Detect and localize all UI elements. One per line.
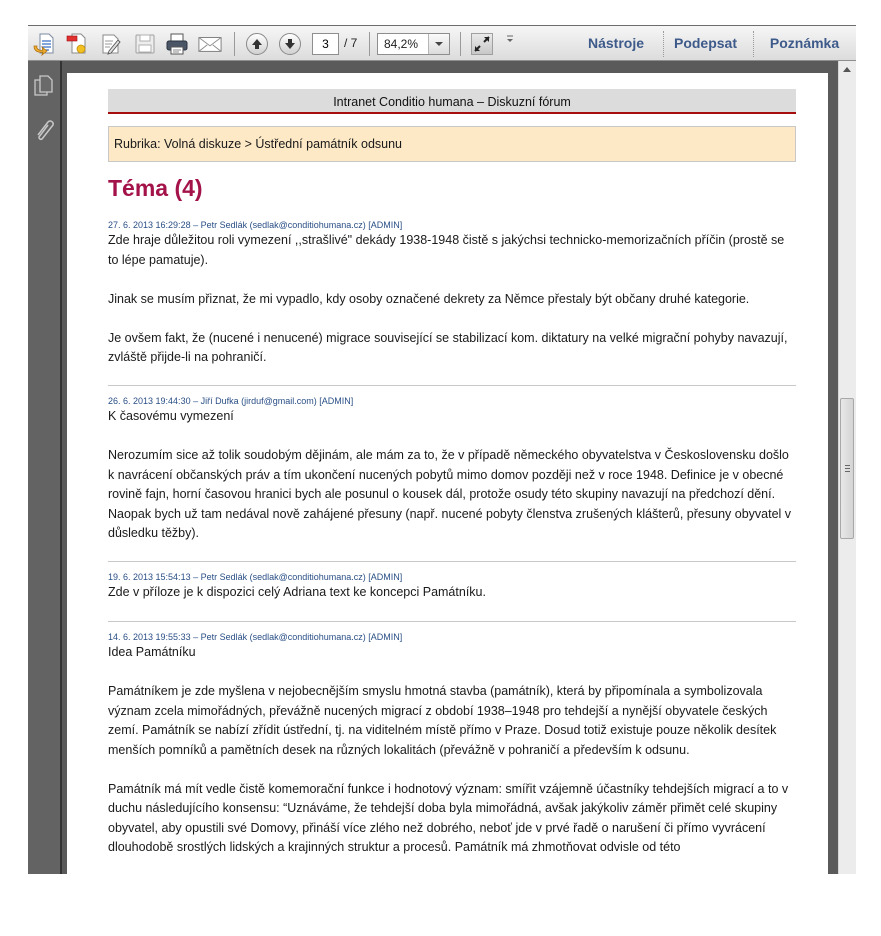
zoom-dropdown-button[interactable] <box>428 34 449 54</box>
post-body <box>108 583 796 603</box>
post-subject: Idea Památníku <box>108 645 196 659</box>
post-paragraph: Památníkem je zde myšlena v nejobecnějším smyslu hmotná stavba (památník), která by připomínala a symbolizovala význam zcela mimořádných, převážně nucených migrací z období 1938–1948 pro tehdejší a nynější obyvatele českých zemí. Památník se nabízí zřídit ústřední, tj. na viditelném místě přímo v Praze. Dosud totiž existuje pouze několik desítek menších pomníků a pamětních desek na různých lokalitách (převážně v pohraničí a především k odsunu. <box>108 684 777 757</box>
post-subject: K časovému vymezení <box>108 409 234 423</box>
site-header: Intranet Conditio humana – Diskuzní fórum <box>108 89 796 114</box>
grip-icon <box>845 465 850 473</box>
toolbar-separator <box>753 31 754 57</box>
forum-post <box>108 571 796 603</box>
post-meta: 14. 6. 2013 19:55:33 – Petr Sedlák (sedlak@conditiohumana.cz) [ADMIN] <box>108 632 403 642</box>
post-meta: 19. 6. 2013 15:54:13 – Petr Sedlák (sedlak@conditiohumana.cz) [ADMIN] <box>108 572 403 582</box>
print-icon[interactable] <box>165 32 189 56</box>
scroll-up-arrow-icon[interactable] <box>843 67 851 72</box>
post-divider <box>108 621 796 622</box>
save-icon[interactable] <box>133 32 157 56</box>
toolbar-separator <box>663 31 664 57</box>
post-paragraph: Zde v příloze je k dispozici celý Adriana text ke koncepci Památníku. <box>108 585 486 599</box>
toolbar-separator <box>234 32 235 56</box>
post-divider <box>108 561 796 562</box>
convert-file-icon[interactable] <box>65 32 89 56</box>
next-page-icon[interactable] <box>279 33 301 55</box>
post-paragraph: Jinak se musím přiznat, že mi vypadlo, kdy osoby označené dekrety za Němce přestaly být občany druhé kategorie. <box>108 291 750 306</box>
document-area[interactable] <box>62 61 838 874</box>
forum-post <box>108 631 796 858</box>
page-number-input[interactable] <box>312 33 339 55</box>
sign-button[interactable]: Podepsat <box>673 35 737 51</box>
post-paragraph: Památník má mít vedle čistě komemorační funkce i hodnotový význam: smířit vzájemně účastníky tehdejších migrací a to v duchu následujícího konsensu: “Uznáváme, že tehdejší doba byla mimořádná, avšak jakýkoliv záměr přimět celé skupiny obyvatel, aby opustili své Domovy, přináší více zlého než dobrého, neboť jde v prvé řadě o narušení či přímo vyvrácení dlouhodobě srostlých lidských a krajinných struktur a procesů. Památník má zhmotňovat odvisle od této <box>108 781 789 854</box>
breadcrumb: Rubrika: Volná diskuze > Ústřední památník odsunu <box>108 126 796 162</box>
post-meta: 27. 6. 2013 16:29:28 – Petr Sedlák (sedlak@conditiohumana.cz) [ADMIN] <box>108 220 403 230</box>
vertical-scrollbar[interactable] <box>838 61 856 874</box>
email-icon[interactable] <box>198 32 222 56</box>
chevron-down-icon <box>435 42 443 46</box>
post-body <box>108 231 796 368</box>
fullscreen-icon[interactable] <box>471 33 493 55</box>
post-meta: 26. 6. 2013 19:44:30 – Jiří Dufka (jirduf@gmail.com) [ADMIN] <box>108 396 354 406</box>
post-paragraph: Je ovšem fakt, že (nucené i nenucené) migrace související se stabilizací kom. diktatury na velké migrační pohyby navazují, zvláště přijde-li na pohraničí. <box>108 330 788 364</box>
post-body <box>108 407 796 544</box>
previous-page-icon[interactable] <box>246 33 268 55</box>
attachments-icon[interactable] <box>32 115 56 141</box>
post-body <box>108 643 796 858</box>
toolbar <box>28 25 856 61</box>
pages-icon[interactable] <box>32 73 56 99</box>
toolbar-separator <box>369 32 370 56</box>
post-paragraph: Zde hraje důležitou roli vymezení ,,strašlivé" dekády 1938-1948 čistě s jakýchsi technicko-memorizačních příčin (prostě se to lépe pamatuje). <box>108 233 785 267</box>
page-total-label: / 7 <box>344 36 358 50</box>
topic-title: Téma (4) <box>108 175 203 201</box>
post-paragraph: Nerozumím sice až tolik soudobým dějinám, ale mám za to, že v případě německého obyvatelstva v Československu došlo k navrácení občanských práv a tím ukončení nucených pobytů mimo domov později než v roce 1948. Definice je v obecné rovině fajn, horní časovou hranici bych ale posunul o kousek dál, protože osudy této skupiny navazují na předchozí dění. Naopak bych už tam nedával nově zahájené přesuny (např. nucené pobyty členstva zrušených klášterů, přesuny obyvatel v důsledku těžby). <box>108 448 792 540</box>
zoom-select[interactable] <box>377 33 450 55</box>
tools-button[interactable]: Nástroje <box>587 35 645 51</box>
comment-button[interactable]: Poznámka <box>769 35 840 51</box>
navigation-pane <box>28 61 62 874</box>
scrollbar-thumb[interactable] <box>840 398 854 539</box>
pdf-page <box>67 73 828 874</box>
overflow-menu-icon[interactable] <box>504 34 516 50</box>
forum-post <box>108 219 796 368</box>
post-divider <box>108 385 796 386</box>
toolbar-separator <box>460 32 461 56</box>
create-pdf-icon[interactable] <box>32 32 56 56</box>
edit-icon[interactable] <box>99 32 123 56</box>
zoom-value[interactable]: 84,2% <box>384 37 419 51</box>
pdf-viewer-window <box>28 25 856 874</box>
forum-post <box>108 395 796 544</box>
